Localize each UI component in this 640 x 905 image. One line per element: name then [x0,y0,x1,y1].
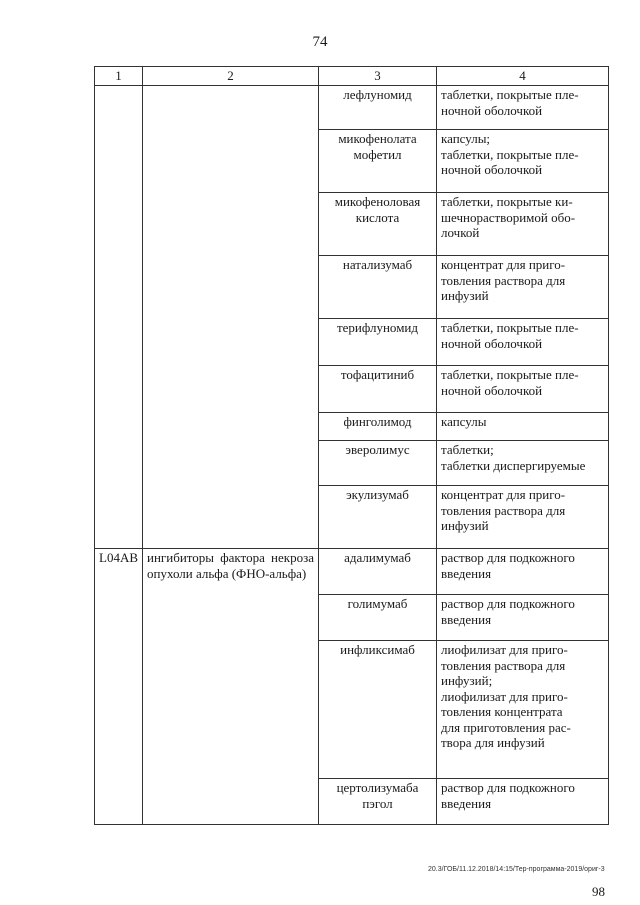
dosage-form: таблетки, покрытые ки- шечнорастворимой обо- лочкой [437,193,609,256]
drug-name: натализумаб [319,256,437,319]
dosage-form: капсулы; таблетки, покрытые пле- ночной оболочкой [437,130,609,193]
dosage-form: таблетки; таблетки диспергируемые [437,441,609,486]
dosage-form: концентрат для приго- товления раствора для инфузий [437,256,609,319]
drug-name: лефлуномид [319,86,437,130]
table-header-row [95,67,609,86]
dosage-form: лиофилизат для приго- товления раствора для инфузий; лиофилизат для приго- товления концентрата для приготовления рас- твора для инфузий [437,641,609,779]
column-header-2: 2 [143,67,319,86]
group-name: ингибиторы фактора некроза опухоли альфа (ФНО-альфа) [143,549,319,825]
footer-stamp: 20.3/ГОБ/11.12.2018/14:15/Тер-программа-2019/ориг-3 [428,866,605,873]
drug-name: адалимумаб [319,549,437,595]
column-header-4: 4 [437,67,609,86]
group-cell-empty [143,86,319,549]
drug-name: цертолизумаба пэгол [319,779,437,825]
dosage-form: капсулы [437,413,609,441]
drug-name: тофацитиниб [319,366,437,413]
atc-code: L04AB [95,549,143,825]
column-header-3: 3 [319,67,437,86]
table-row [95,86,609,130]
dosage-form: таблетки, покрытые пле- ночной оболочкой [437,86,609,130]
drug-name: инфликсимаб [319,641,437,779]
table-row [95,549,609,595]
dosage-form: таблетки, покрытые пле- ночной оболочкой [437,319,609,366]
dosage-form: концентрат для приго- товления раствора для инфузий [437,486,609,549]
dosage-form: таблетки, покрытые пле- ночной оболочкой [437,366,609,413]
dosage-form: раствор для подкожного введения [437,595,609,641]
code-cell-empty [95,86,143,549]
drug-name: микофеноловая кислота [319,193,437,256]
drug-name: микофенолата мофетил [319,130,437,193]
dosage-form: раствор для подкожного введения [437,779,609,825]
drug-name: эверолимус [319,441,437,486]
page-number: 74 [312,34,328,50]
drug-name: голимумаб [319,595,437,641]
dosage-form: раствор для подкожного введения [437,549,609,595]
drug-name: экулизумаб [319,486,437,549]
corner-page-number: 98 [592,884,605,899]
drug-name: финголимод [319,413,437,441]
drug-name: терифлуномид [319,319,437,366]
drug-table [94,66,609,825]
column-header-1: 1 [95,67,143,86]
